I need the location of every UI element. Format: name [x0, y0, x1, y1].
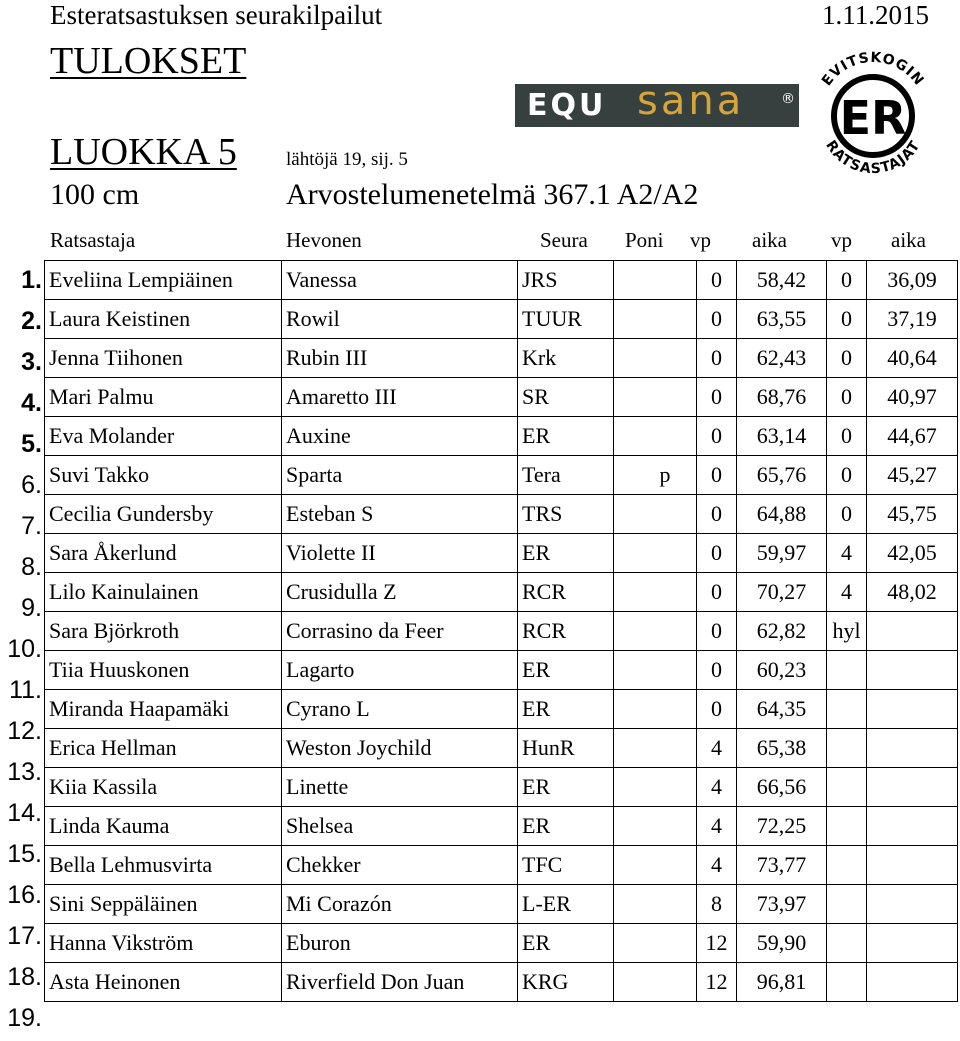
column-header-horse: Hevonen: [286, 228, 362, 252]
rank-label: 8.: [21, 553, 42, 581]
faults-2-cell: 0: [827, 417, 867, 456]
pony-cell: [614, 495, 697, 534]
faults-2-cell: 0: [827, 261, 867, 300]
results-table: [44, 260, 958, 1002]
club-cell: L-ER: [518, 885, 614, 924]
pony-cell: [614, 300, 697, 339]
time-2-cell: [867, 963, 958, 1002]
time-1-cell: 63,55: [737, 300, 827, 339]
pony-cell: [614, 339, 697, 378]
rider-cell: Miranda Haapamäki: [45, 690, 282, 729]
pony-cell: [614, 651, 697, 690]
table-row: [45, 690, 958, 729]
horse-cell: Weston Joychild: [282, 729, 518, 768]
horse-cell: Linette: [282, 768, 518, 807]
faults-1-cell: 0: [697, 651, 737, 690]
rider-cell: Linda Kauma: [45, 807, 282, 846]
time-1-cell: 60,23: [737, 651, 827, 690]
rank-label: 7.: [21, 512, 42, 540]
club-logo: [806, 36, 940, 190]
club-cell: RCR: [518, 573, 614, 612]
registered-mark: ®: [781, 91, 795, 107]
horse-cell: Mi Corazón: [282, 885, 518, 924]
page-title: TULOKSET: [50, 40, 247, 82]
faults-1-cell: 0: [697, 456, 737, 495]
time-1-cell: 59,90: [737, 924, 827, 963]
table-row: [45, 807, 958, 846]
rider-cell: Sara Åkerlund: [45, 534, 282, 573]
rider-cell: Erica Hellman: [45, 729, 282, 768]
rank-label: 6.: [21, 471, 42, 499]
table-row: [45, 612, 958, 651]
club-cell: RCR: [518, 612, 614, 651]
faults-2-cell: 4: [827, 573, 867, 612]
time-1-cell: 62,82: [737, 612, 827, 651]
column-header-time-2: aika: [891, 228, 926, 252]
table-row: [45, 768, 958, 807]
club-logo-bottom-text: RATSASTAJAT: [822, 137, 924, 178]
club-cell: HunR: [518, 729, 614, 768]
club-cell: ER: [518, 417, 614, 456]
time-2-cell: 45,27: [867, 456, 958, 495]
time-2-cell: [867, 807, 958, 846]
table-row: [45, 417, 958, 456]
faults-1-cell: 12: [697, 924, 737, 963]
horse-cell: Cyrano L: [282, 690, 518, 729]
horse-cell: Vanessa: [282, 261, 518, 300]
faults-1-cell: 0: [697, 378, 737, 417]
rider-cell: Sini Seppäläinen: [45, 885, 282, 924]
horse-cell: Chekker: [282, 846, 518, 885]
rank-label: 1.: [21, 266, 42, 294]
column-header-faults-1: vp: [690, 228, 711, 252]
faults-1-cell: 4: [697, 768, 737, 807]
pony-cell: [614, 924, 697, 963]
rank-label: 9.: [21, 594, 42, 622]
time-1-cell: 64,88: [737, 495, 827, 534]
rank-label: 10.: [7, 635, 42, 663]
faults-2-cell: hyl: [827, 612, 867, 651]
faults-2-cell: [827, 885, 867, 924]
table-row: [45, 261, 958, 300]
pony-cell: [614, 573, 697, 612]
horse-cell: Lagarto: [282, 651, 518, 690]
time-1-cell: 73,97: [737, 885, 827, 924]
pony-cell: [614, 378, 697, 417]
faults-1-cell: 0: [697, 690, 737, 729]
rider-cell: Eva Molander: [45, 417, 282, 456]
faults-2-cell: [827, 768, 867, 807]
faults-2-cell: 0: [827, 456, 867, 495]
table-row: [45, 456, 958, 495]
rider-cell: Bella Lehmusvirta: [45, 846, 282, 885]
faults-1-cell: 0: [697, 495, 737, 534]
rider-cell: Hanna Vikström: [45, 924, 282, 963]
table-row: [45, 378, 958, 417]
time-2-cell: [867, 885, 958, 924]
table-row: [45, 573, 958, 612]
time-1-cell: 65,38: [737, 729, 827, 768]
sponsor-logo-text-left: EQU: [527, 88, 607, 123]
faults-1-cell: 0: [697, 573, 737, 612]
rank-label: 12.: [7, 717, 42, 745]
time-1-cell: 64,35: [737, 690, 827, 729]
club-cell: Tera: [518, 456, 614, 495]
class-info: lähtöjä 19, sij. 5: [286, 149, 408, 170]
club-logo-monogram: ER: [839, 91, 907, 145]
club-cell: JRS: [518, 261, 614, 300]
rider-cell: Asta Heinonen: [45, 963, 282, 1002]
faults-1-cell: 4: [697, 729, 737, 768]
column-header-time-1: aika: [752, 228, 787, 252]
faults-2-cell: 0: [827, 339, 867, 378]
time-1-cell: 63,14: [737, 417, 827, 456]
horse-cell: Corrasino da Feer: [282, 612, 518, 651]
pony-cell: [614, 807, 697, 846]
time-2-cell: [867, 729, 958, 768]
rider-cell: Lilo Kainulainen: [45, 573, 282, 612]
time-2-cell: 48,02: [867, 573, 958, 612]
faults-2-cell: 0: [827, 378, 867, 417]
horse-cell: Rowil: [282, 300, 518, 339]
sponsor-logo-text-right: sana: [637, 78, 745, 124]
time-2-cell: 37,19: [867, 300, 958, 339]
sponsor-logo: [515, 78, 799, 127]
faults-2-cell: 0: [827, 300, 867, 339]
horse-cell: Crusidulla Z: [282, 573, 518, 612]
rank-label: 11.: [9, 676, 42, 704]
club-cell: TUUR: [518, 300, 614, 339]
faults-1-cell: 0: [697, 612, 737, 651]
faults-1-cell: 0: [697, 417, 737, 456]
time-1-cell: 96,81: [737, 963, 827, 1002]
rank-label: 16.: [7, 881, 42, 909]
class-height: 100 cm: [50, 178, 140, 211]
faults-1-cell: 12: [697, 963, 737, 1002]
table-row: [45, 963, 958, 1002]
faults-1-cell: 8: [697, 885, 737, 924]
horse-cell: Amaretto III: [282, 378, 518, 417]
event-date: 1.11.2015: [822, 0, 929, 30]
time-2-cell: [867, 846, 958, 885]
table-row: [45, 846, 958, 885]
club-logo-top-text: EVITSKOGIN: [818, 49, 927, 90]
pony-cell: [614, 768, 697, 807]
time-1-cell: 59,97: [737, 534, 827, 573]
club-cell: SR: [518, 378, 614, 417]
club-cell: TRS: [518, 495, 614, 534]
time-2-cell: 45,75: [867, 495, 958, 534]
rank-label: 15.: [7, 840, 42, 868]
club-cell: ER: [518, 807, 614, 846]
faults-1-cell: 0: [697, 261, 737, 300]
rank-label: 18.: [7, 963, 42, 991]
table-row: [45, 651, 958, 690]
faults-2-cell: [827, 963, 867, 1002]
rider-cell: Tiia Huuskonen: [45, 651, 282, 690]
pony-cell: p: [614, 456, 697, 495]
time-1-cell: 62,43: [737, 339, 827, 378]
time-2-cell: 44,67: [867, 417, 958, 456]
pony-cell: [614, 261, 697, 300]
table-row: [45, 885, 958, 924]
time-2-cell: [867, 651, 958, 690]
table-row: [45, 495, 958, 534]
pony-cell: [614, 534, 697, 573]
rider-cell: Cecilia Gundersby: [45, 495, 282, 534]
club-cell: ER: [518, 924, 614, 963]
faults-2-cell: [827, 729, 867, 768]
club-cell: ER: [518, 651, 614, 690]
pony-cell: [614, 690, 697, 729]
faults-2-cell: [827, 690, 867, 729]
faults-2-cell: 4: [827, 534, 867, 573]
rank-label: 13.: [7, 758, 42, 786]
rider-cell: Kiia Kassila: [45, 768, 282, 807]
rank-label: 17.: [7, 922, 42, 950]
table-row: [45, 924, 958, 963]
column-header-rider: Ratsastaja: [50, 228, 136, 252]
club-cell: ER: [518, 534, 614, 573]
horse-cell: Shelsea: [282, 807, 518, 846]
rank-label: 4.: [21, 389, 42, 417]
class-name: LUOKKA 5: [50, 131, 237, 173]
horse-cell: Eburon: [282, 924, 518, 963]
time-1-cell: 70,27: [737, 573, 827, 612]
table-row: [45, 300, 958, 339]
faults-1-cell: 0: [697, 339, 737, 378]
rider-cell: Sara Björkroth: [45, 612, 282, 651]
horse-cell: Riverfield Don Juan: [282, 963, 518, 1002]
pony-cell: [614, 417, 697, 456]
club-cell: TFC: [518, 846, 614, 885]
event-name: Esteratsastuksen seurakilpailut: [50, 0, 383, 30]
horse-cell: Auxine: [282, 417, 518, 456]
club-cell: ER: [518, 690, 614, 729]
club-cell: Krk: [518, 339, 614, 378]
rider-cell: Eveliina Lempiäinen: [45, 261, 282, 300]
pony-cell: [614, 729, 697, 768]
faults-1-cell: 0: [697, 534, 737, 573]
time-1-cell: 66,56: [737, 768, 827, 807]
faults-2-cell: [827, 807, 867, 846]
rank-label: 3.: [21, 348, 42, 376]
horse-cell: Sparta: [282, 456, 518, 495]
time-2-cell: 42,05: [867, 534, 958, 573]
time-2-cell: [867, 612, 958, 651]
time-2-cell: [867, 924, 958, 963]
faults-2-cell: [827, 651, 867, 690]
time-1-cell: 68,76: [737, 378, 827, 417]
rider-cell: Laura Keistinen: [45, 300, 282, 339]
rider-cell: Jenna Tiihonen: [45, 339, 282, 378]
club-cell: ER: [518, 768, 614, 807]
faults-2-cell: 0: [827, 495, 867, 534]
faults-2-cell: [827, 924, 867, 963]
faults-1-cell: 4: [697, 807, 737, 846]
pony-cell: [614, 963, 697, 1002]
time-2-cell: 40,97: [867, 378, 958, 417]
time-1-cell: 58,42: [737, 261, 827, 300]
rank-label: 19.: [7, 1004, 42, 1032]
time-1-cell: 73,77: [737, 846, 827, 885]
pony-cell: [614, 612, 697, 651]
table-row: [45, 729, 958, 768]
time-1-cell: 72,25: [737, 807, 827, 846]
rider-cell: Suvi Takko: [45, 456, 282, 495]
time-2-cell: 36,09: [867, 261, 958, 300]
table-row: [45, 534, 958, 573]
time-2-cell: [867, 690, 958, 729]
rider-cell: Mari Palmu: [45, 378, 282, 417]
faults-1-cell: 4: [697, 846, 737, 885]
table-row: [45, 339, 958, 378]
horse-cell: Esteban S: [282, 495, 518, 534]
horse-cell: Violette II: [282, 534, 518, 573]
rank-label: 2.: [21, 307, 42, 335]
pony-cell: [614, 846, 697, 885]
club-cell: KRG: [518, 963, 614, 1002]
rank-label: 14.: [7, 799, 42, 827]
horse-cell: Rubin III: [282, 339, 518, 378]
faults-1-cell: 0: [697, 300, 737, 339]
rank-label: 5.: [21, 430, 42, 458]
column-header-poni: Poni: [625, 228, 664, 252]
time-2-cell: 40,64: [867, 339, 958, 378]
faults-2-cell: [827, 846, 867, 885]
column-header-faults-2: vp: [831, 228, 852, 252]
column-header-club: Seura: [540, 228, 588, 252]
time-1-cell: 65,76: [737, 456, 827, 495]
time-2-cell: [867, 768, 958, 807]
scoring-method: Arvostelumenetelmä 367.1 A2/A2: [286, 178, 699, 211]
pony-cell: [614, 885, 697, 924]
